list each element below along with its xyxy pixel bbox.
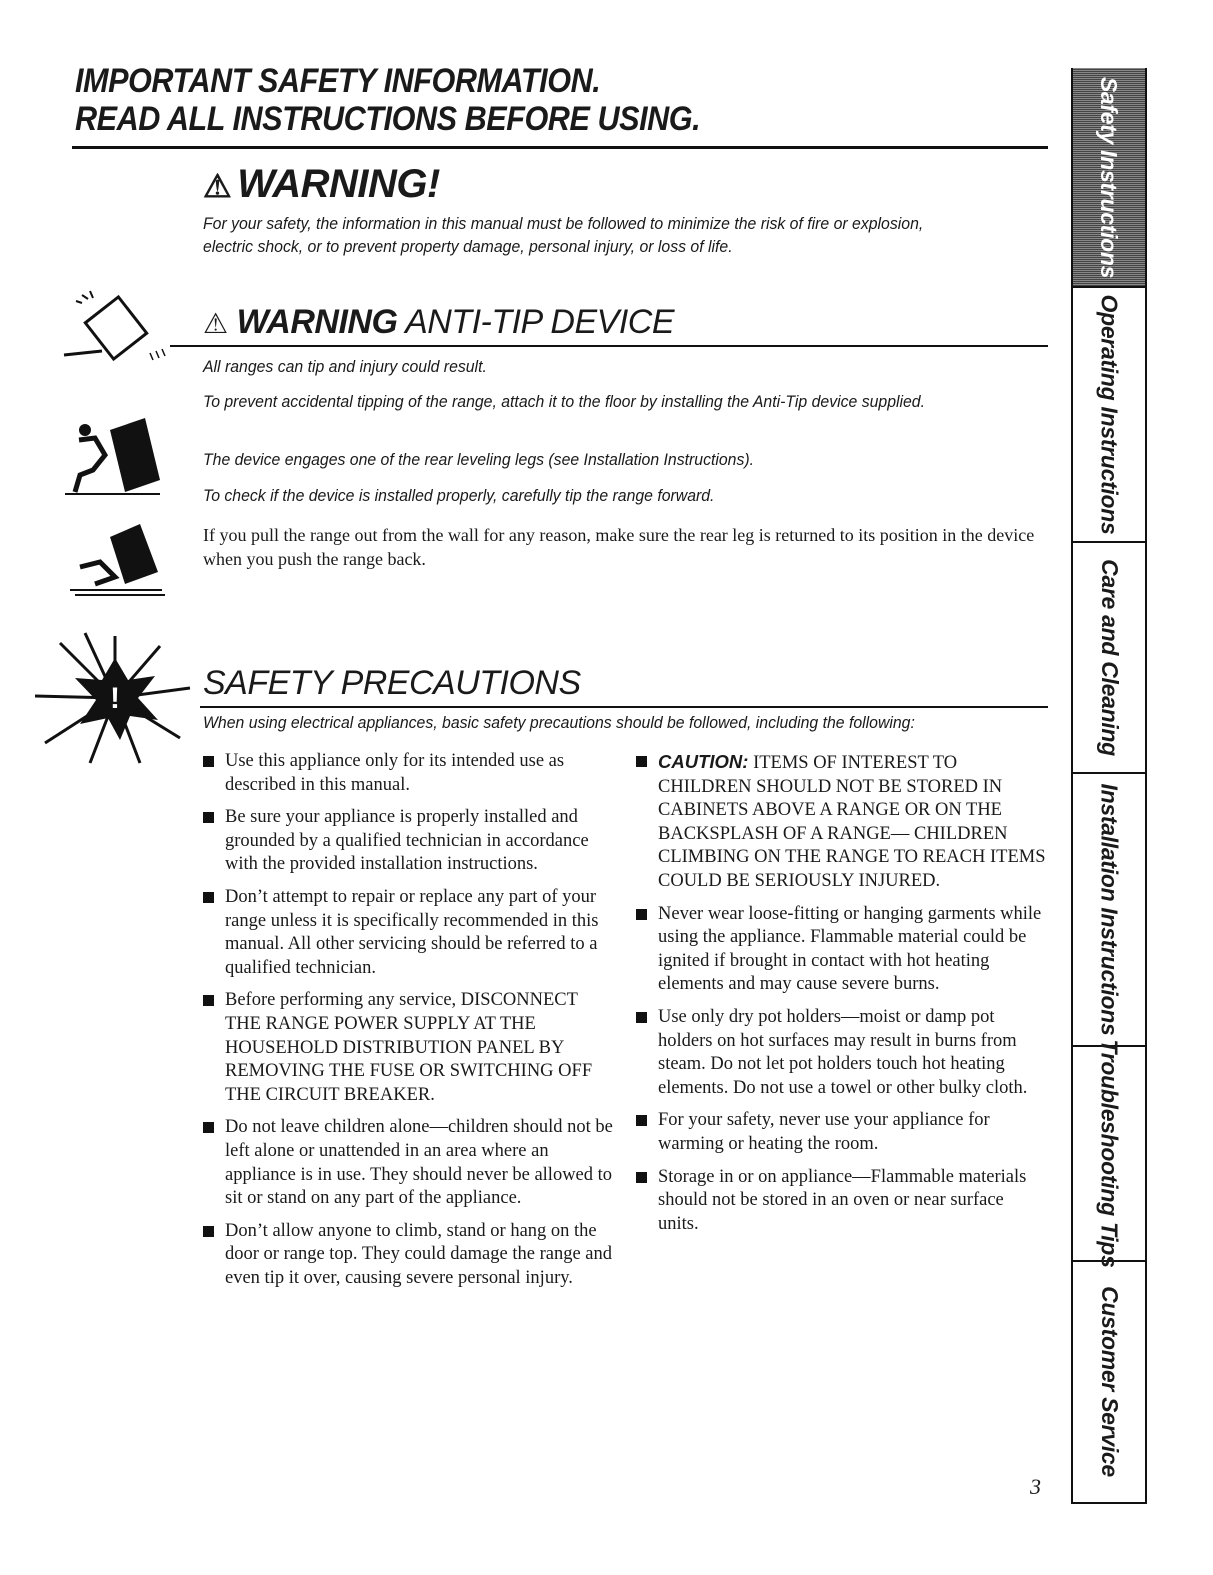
warning-triangle-icon: ⚠: [203, 168, 232, 204]
tab-operating-instructions[interactable]: Operating Instructions: [1073, 288, 1145, 543]
antitip-p2: To prevent accidental tipping of the range, attach it to the floor by installing the Anti-Tip device supplied.: [203, 392, 925, 411]
antitip-p4: To check if the device is installed properly, carefully tip the range forward.: [203, 486, 715, 505]
antitip-rule: [170, 345, 1048, 347]
tab-care-and-cleaning[interactable]: Care and Cleaning: [1073, 543, 1145, 774]
precautions-left-column: [203, 750, 613, 1299]
warning-title: ⚠ WARNING!: [203, 162, 440, 206]
precautions-rule: [200, 706, 1048, 708]
caution-item: CAUTION: ITEMS OF INTEREST TO CHILDREN SHOULD NOT BE STORED IN CABINETS ABOVE A RANGE OR ON THE BACKSPLASH OF A RANGE— CHILDREN CLIMBING ON THE RANGE TO REACH ITEMS COULD BE SERIOUSLY INJURED.: [636, 750, 1046, 894]
antitip-bottom-rule: [75, 594, 165, 596]
svg-text:!: !: [110, 682, 120, 715]
list-item: Don’t attempt to repair or replace any part of your range unless it is specifically recommended in this manual. All other servicing should be referred to a qualified technician.: [203, 886, 613, 980]
caution-label: CAUTION:: [658, 751, 749, 772]
warning-triangle-icon: ⚠: [203, 308, 228, 339]
list-item: Use only dry pot holders—moist or damp pot holders on hot surfaces may result in burns from steam. Do not let pot holders touch hot heating elements. Do not use a towel or other bulky cloth.: [636, 1006, 1046, 1100]
antitip-p3: The device engages one of the rear leveling legs (see Installation Instructions).: [203, 450, 755, 469]
header-rule: [72, 146, 1048, 149]
antitip-p5: If you pull the range out from the wall for any reason, make sure the rear leg is returned to its position in the device when you push the range back.: [203, 525, 1035, 569]
antitip-title: ⚠ WARNING ANTI-TIP DEVICE: [203, 303, 675, 341]
precautions-right-column: [636, 750, 1046, 1245]
explosion-icon: [30, 628, 200, 768]
tab-troubleshooting-tips[interactable]: Troubleshooting Tips: [1073, 1047, 1145, 1262]
section-tabs: [1071, 68, 1147, 1504]
list-item: Be sure your appliance is properly installed and grounded by a qualified technician in accordance with the provided installation instructions.: [203, 806, 613, 877]
tab-customer-service[interactable]: Customer Service: [1096, 1285, 1123, 1477]
range-tipping-icon: [62, 285, 172, 370]
precautions-intro: When using electrical appliances, basic safety precautions should be followed, including the following:: [203, 713, 915, 732]
page-number: 3: [1030, 1474, 1041, 1499]
antitip-p1: All ranges can tip and injury could result.: [203, 357, 487, 376]
list-item: Do not leave children alone—children should not be left alone or unattended in an area where an appliance is in use. They should never be allowed to sit or stand on any part of the appliance.: [203, 1116, 613, 1210]
list-item: Before performing any service, DISCONNECT THE RANGE POWER SUPPLY AT THE HOUSEHOLD DISTRIBUTION PANEL BY REMOVING THE FUSE OR SWITCHING OFF THE CIRCUIT BREAKER.: [203, 989, 613, 1107]
tab-safety-instructions[interactable]: Safety Instructions: [1073, 68, 1145, 288]
list-item: Never wear loose-fitting or hanging garments while using the appliance. Flammable material could be ignited if brought in contact with hot heating elements and may cause severe burns.: [636, 903, 1046, 997]
page-header: [75, 62, 1055, 138]
child-climbing-icon: [65, 410, 165, 500]
header-line-2: READ ALL INSTRUCTIONS BEFORE USING.: [75, 100, 701, 138]
list-item: Storage in or on appliance—Flammable materials should not be stored in an oven or near surface units.: [636, 1166, 1046, 1237]
list-item: Use this appliance only for its intended use as described in this manual.: [203, 750, 613, 797]
header-line-1: IMPORTANT SAFETY INFORMATION.: [75, 62, 601, 100]
tab-installation-instructions[interactable]: Installation Instructions: [1073, 774, 1145, 1047]
list-item: Don’t allow anyone to climb, stand or hang on the door or range top. They could damage the range and even tip it over, causing severe personal injury.: [203, 1220, 613, 1291]
precautions-title: SAFETY PRECAUTIONS: [203, 664, 581, 702]
list-item: For your safety, never use your appliance for warming or heating the room.: [636, 1109, 1046, 1156]
range-falling-icon: [70, 522, 170, 594]
warning-text: For your safety, the information in this manual must be followed to minimize the risk of fire or explosion, electric shock, or to prevent property damage, personal injury, or loss of life.: [203, 214, 924, 256]
